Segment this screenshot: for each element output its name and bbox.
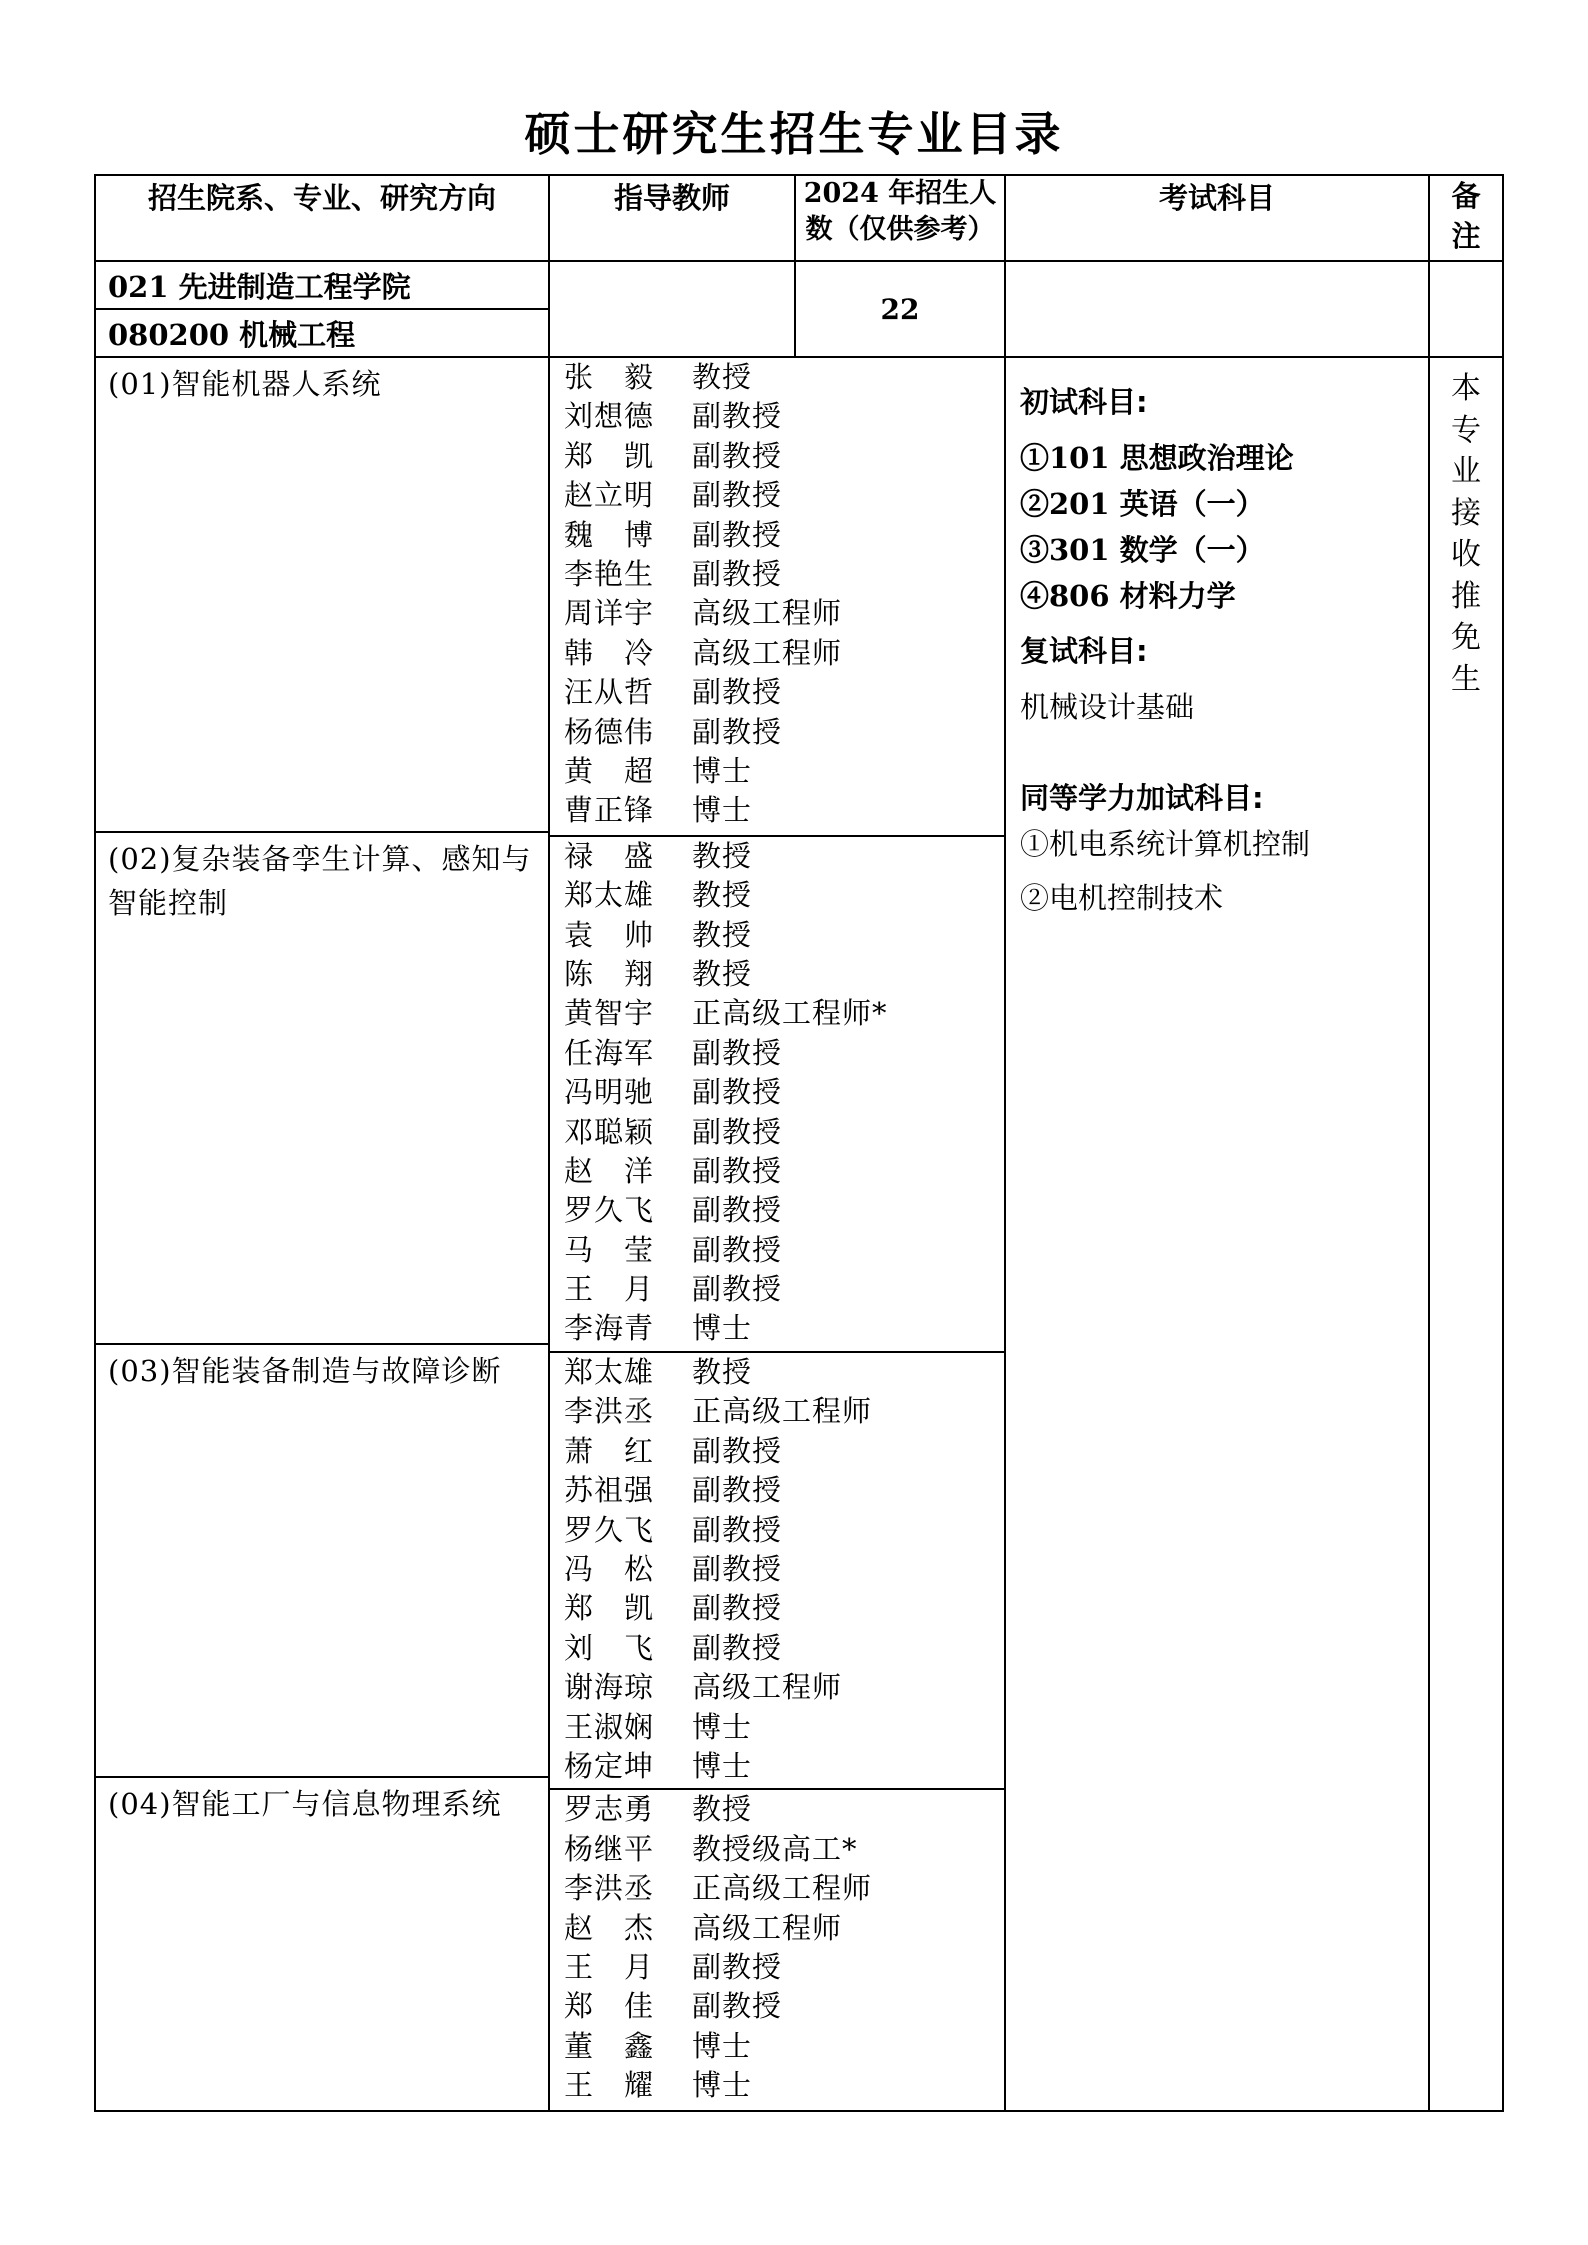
advisor-row [564,358,1004,397]
advisor-title: 博士 [692,1748,753,1783]
advisor-title: 副教授 [692,399,783,434]
advisor-title: 副教授 [692,1551,783,1586]
remark-text [1429,357,1503,2111]
advisor-name: 黄 超 [564,753,655,788]
retest-item: 机械设计基础 [1020,690,1195,724]
body-row [95,357,1503,2111]
advisor-title: 副教授 [692,1512,783,1547]
advisor-name: 萧 红 [564,1433,655,1468]
advisor-title: 博士 [692,793,753,828]
advisor-title: 正高级工程师 [692,1394,873,1429]
advisor-list [550,358,1004,837]
advisor-title: 正高级工程师* [692,996,888,1031]
extra-exam-item: ②电机控制技术 [1020,881,1224,915]
advisor-name: 袁 帅 [564,917,655,952]
advisor-title: 副教授 [692,1591,783,1626]
advisor-title: 教授 [692,360,753,394]
extra-exam-heading: 同等学力加试科目: [1020,781,1264,815]
advisor-title: 高级工程师 [692,596,843,631]
advisor-name: 冯 松 [564,1551,655,1586]
header-remark [1429,175,1503,261]
advisor-row [564,1511,1004,1550]
advisor-title: 副教授 [692,438,783,473]
retest-heading: 复试科目: [1020,634,1148,668]
advisor-row [564,1392,1004,1431]
advisor-row [564,634,1004,673]
advisor-list [550,1353,1004,1790]
advisor-title: 高级工程师 [692,635,843,670]
advisor-row [564,713,1004,752]
advisor-title: 教授 [692,878,753,913]
advisor-name: 周详宇 [564,596,655,631]
advisor-name: 冯明驰 [564,1075,655,1110]
advisor-row [564,1830,1004,1869]
direction-name: (04)智能工厂与信息物理系统 [108,1787,502,1822]
college-remark-empty [1429,261,1503,357]
advisor-row [564,955,1004,994]
remark-char: 接 [1451,495,1481,531]
major-name: 080200 机械工程 [95,309,549,357]
advisor-name: 郑 凯 [564,438,655,473]
advisor-name: 郑 凯 [564,1591,655,1626]
advisor-row [564,1747,1004,1786]
advisor-title: 副教授 [692,478,783,513]
advisor-row [564,1987,1004,2026]
advisor-name: 郑太雄 [564,878,655,913]
advisor-name: 刘 飞 [564,1630,655,1665]
advisor-name: 罗志勇 [564,1792,655,1827]
advisor-title: 博士 [692,1311,753,1346]
advisor-title: 副教授 [692,1433,783,1468]
advisor-title: 副教授 [692,517,783,552]
quota-value: 22 [795,261,1005,357]
remark-char: 本 [1451,371,1481,406]
advisor-row [564,1073,1004,1112]
advisor-title: 副教授 [692,1272,783,1307]
advisor-row [564,1550,1004,1589]
advisor-row [564,555,1004,594]
advisor-row [564,1309,1004,1348]
advisor-title: 副教授 [692,556,783,591]
advisor-row [564,397,1004,436]
advisor-row [564,1353,1004,1392]
advisor-title: 副教授 [692,1035,783,1070]
advisor-name: 杨德伟 [564,714,655,749]
advisor-title: 副教授 [692,1630,783,1665]
advisor-row [564,1113,1004,1152]
advisor-name: 黄智宇 [564,996,655,1031]
advisor-name: 罗久飞 [564,1512,655,1547]
advisor-title: 副教授 [692,1473,783,1508]
advisor-title: 教授 [692,1792,753,1827]
advisor-row [564,2027,1004,2066]
college-name: 021 先进制造工程学院 [95,261,549,309]
advisor-name: 赵 洋 [564,1153,655,1188]
advisor-title: 高级工程师 [692,1910,843,1945]
advisor-row [564,1471,1004,1510]
advisor-title: 博士 [692,2028,753,2063]
advisor-name: 汪从哲 [564,675,655,710]
advisor-name: 王 耀 [564,2068,655,2103]
college-exam-empty [1005,261,1429,357]
advisor-name: 邓聪颖 [564,1114,655,1149]
header-count-line1: 2024 年招生人 [803,178,997,209]
remark-char: 收 [1451,537,1481,572]
advisor-name: 李洪丞 [564,1394,655,1429]
extra-exam-item: ①机电系统计算机控制 [1020,827,1311,861]
advisor-row [564,476,1004,515]
advisor-name: 曹正锋 [564,793,655,828]
remark-char: 生 [1451,661,1481,697]
advisor-row [564,1270,1004,1309]
initial-exam-heading: 初试科目: [1020,385,1148,419]
advisor-title: 教授 [692,917,753,952]
advisor-name: 李海青 [564,1311,655,1346]
initial-exam-item: ④806 材料力学 [1020,579,1236,613]
advisor-row [564,673,1004,712]
exam-subjects [1005,357,1429,2111]
advisor-title: 博士 [692,1709,753,1744]
advisor-row [564,1708,1004,1747]
advisor-row [564,1432,1004,1471]
advisor-row [564,1869,1004,1908]
advisor-row [564,1948,1004,1987]
initial-exam-item: ③301 数学（一） [1020,533,1265,567]
advisor-row [564,516,1004,555]
advisor-name: 王 月 [564,1949,655,1984]
header-row [95,175,1503,261]
advisor-list [550,1790,1004,2109]
advisor-name: 谢海琼 [564,1670,655,1705]
advisor-name: 陈 翔 [564,956,655,991]
initial-exam-item: ②201 英语（一） [1020,487,1265,521]
advisors-column [549,357,1005,2111]
advisor-name: 罗久飞 [564,1193,655,1228]
advisor-row [564,876,1004,915]
advisor-name: 杨定坤 [564,1748,655,1783]
header-direction: 招生院系、专业、研究方向 [95,175,549,261]
advisor-name: 苏祖强 [564,1473,655,1508]
advisor-name: 李洪丞 [564,1871,655,1906]
advisor-row [564,791,1004,830]
advisor-title: 博士 [692,2068,753,2103]
page-title: 硕士研究生招生专业目录 [524,107,1064,161]
advisor-name: 魏 博 [564,517,655,552]
advisor-row [564,994,1004,1033]
direction-name: (01)智能机器人系统 [96,358,548,833]
college-row [95,261,1503,309]
advisor-name: 马 莹 [564,1232,655,1267]
advisor-row [564,1152,1004,1191]
advisor-name: 王淑娴 [564,1709,655,1744]
advisor-title: 教授 [692,956,753,991]
advisor-title: 教授 [692,838,753,873]
header-remark-line2: 注 [1451,219,1481,253]
advisor-row [564,594,1004,633]
advisor-name: 任海军 [564,1035,655,1070]
advisor-row [564,837,1004,876]
advisor-row [564,1231,1004,1270]
advisor-list [550,837,1004,1353]
advisor-name: 赵 杰 [564,1910,655,1945]
advisor-row [564,1589,1004,1628]
direction-name: (02)复杂装备孪生计算、感知与智能控制 [96,833,548,1345]
advisor-name: 禄 盛 [564,838,655,873]
advisor-row [564,1191,1004,1230]
college-advisor-empty [549,261,795,357]
advisor-name: 刘想德 [564,399,655,434]
advisor-name: 赵立明 [564,478,655,513]
header-exam: 考试科目 [1005,175,1429,261]
advisor-name: 郑 佳 [564,1989,655,2024]
advisor-title: 教授 [692,1354,753,1389]
header-advisor: 指导教师 [549,175,795,261]
catalog-table [94,174,1504,2112]
advisor-title: 副教授 [692,1232,783,1267]
advisor-title: 博士 [692,753,753,788]
advisor-name: 杨继平 [564,1831,655,1866]
advisor-row [564,1909,1004,1948]
advisor-title: 副教授 [692,1989,783,2024]
directions-column [95,357,549,2111]
advisor-name: 张 毅 [564,360,655,394]
advisor-row [564,1668,1004,1707]
advisor-name: 王 月 [564,1272,655,1307]
advisor-title: 教授级高工* [692,1831,858,1866]
advisor-title: 副教授 [692,1114,783,1149]
advisor-title: 副教授 [692,675,783,710]
direction-name: (03)智能装备制造与故障诊断 [96,1345,548,1778]
header-count [795,175,1005,261]
advisor-name: 董 鑫 [564,2028,655,2063]
advisor-title: 正高级工程师 [692,1871,873,1906]
initial-exam-item: ①101 思想政治理论 [1020,441,1294,475]
advisor-row [564,752,1004,791]
advisor-title: 副教授 [692,1193,783,1228]
remark-char: 专 [1451,412,1481,448]
advisor-row [564,916,1004,955]
advisor-row [564,437,1004,476]
header-count-line2: 数（仅供参考） [805,214,995,245]
advisor-name: 郑太雄 [564,1354,655,1389]
advisor-row [564,2066,1004,2105]
remark-char: 免 [1451,620,1481,655]
advisor-name: 韩 冷 [564,635,655,670]
advisor-title: 副教授 [692,1949,783,1984]
advisor-title: 副教授 [692,1153,783,1188]
advisor-row [564,1034,1004,1073]
advisor-name: 李艳生 [564,556,655,591]
remark-char: 推 [1451,578,1481,614]
header-remark-line1: 备 [1451,179,1481,213]
advisor-title: 副教授 [692,714,783,749]
advisor-title: 高级工程师 [692,1670,843,1705]
remark-char: 业 [1451,454,1481,489]
advisor-row [564,1629,1004,1668]
advisor-row [564,1790,1004,1829]
advisor-title: 副教授 [692,1075,783,1110]
